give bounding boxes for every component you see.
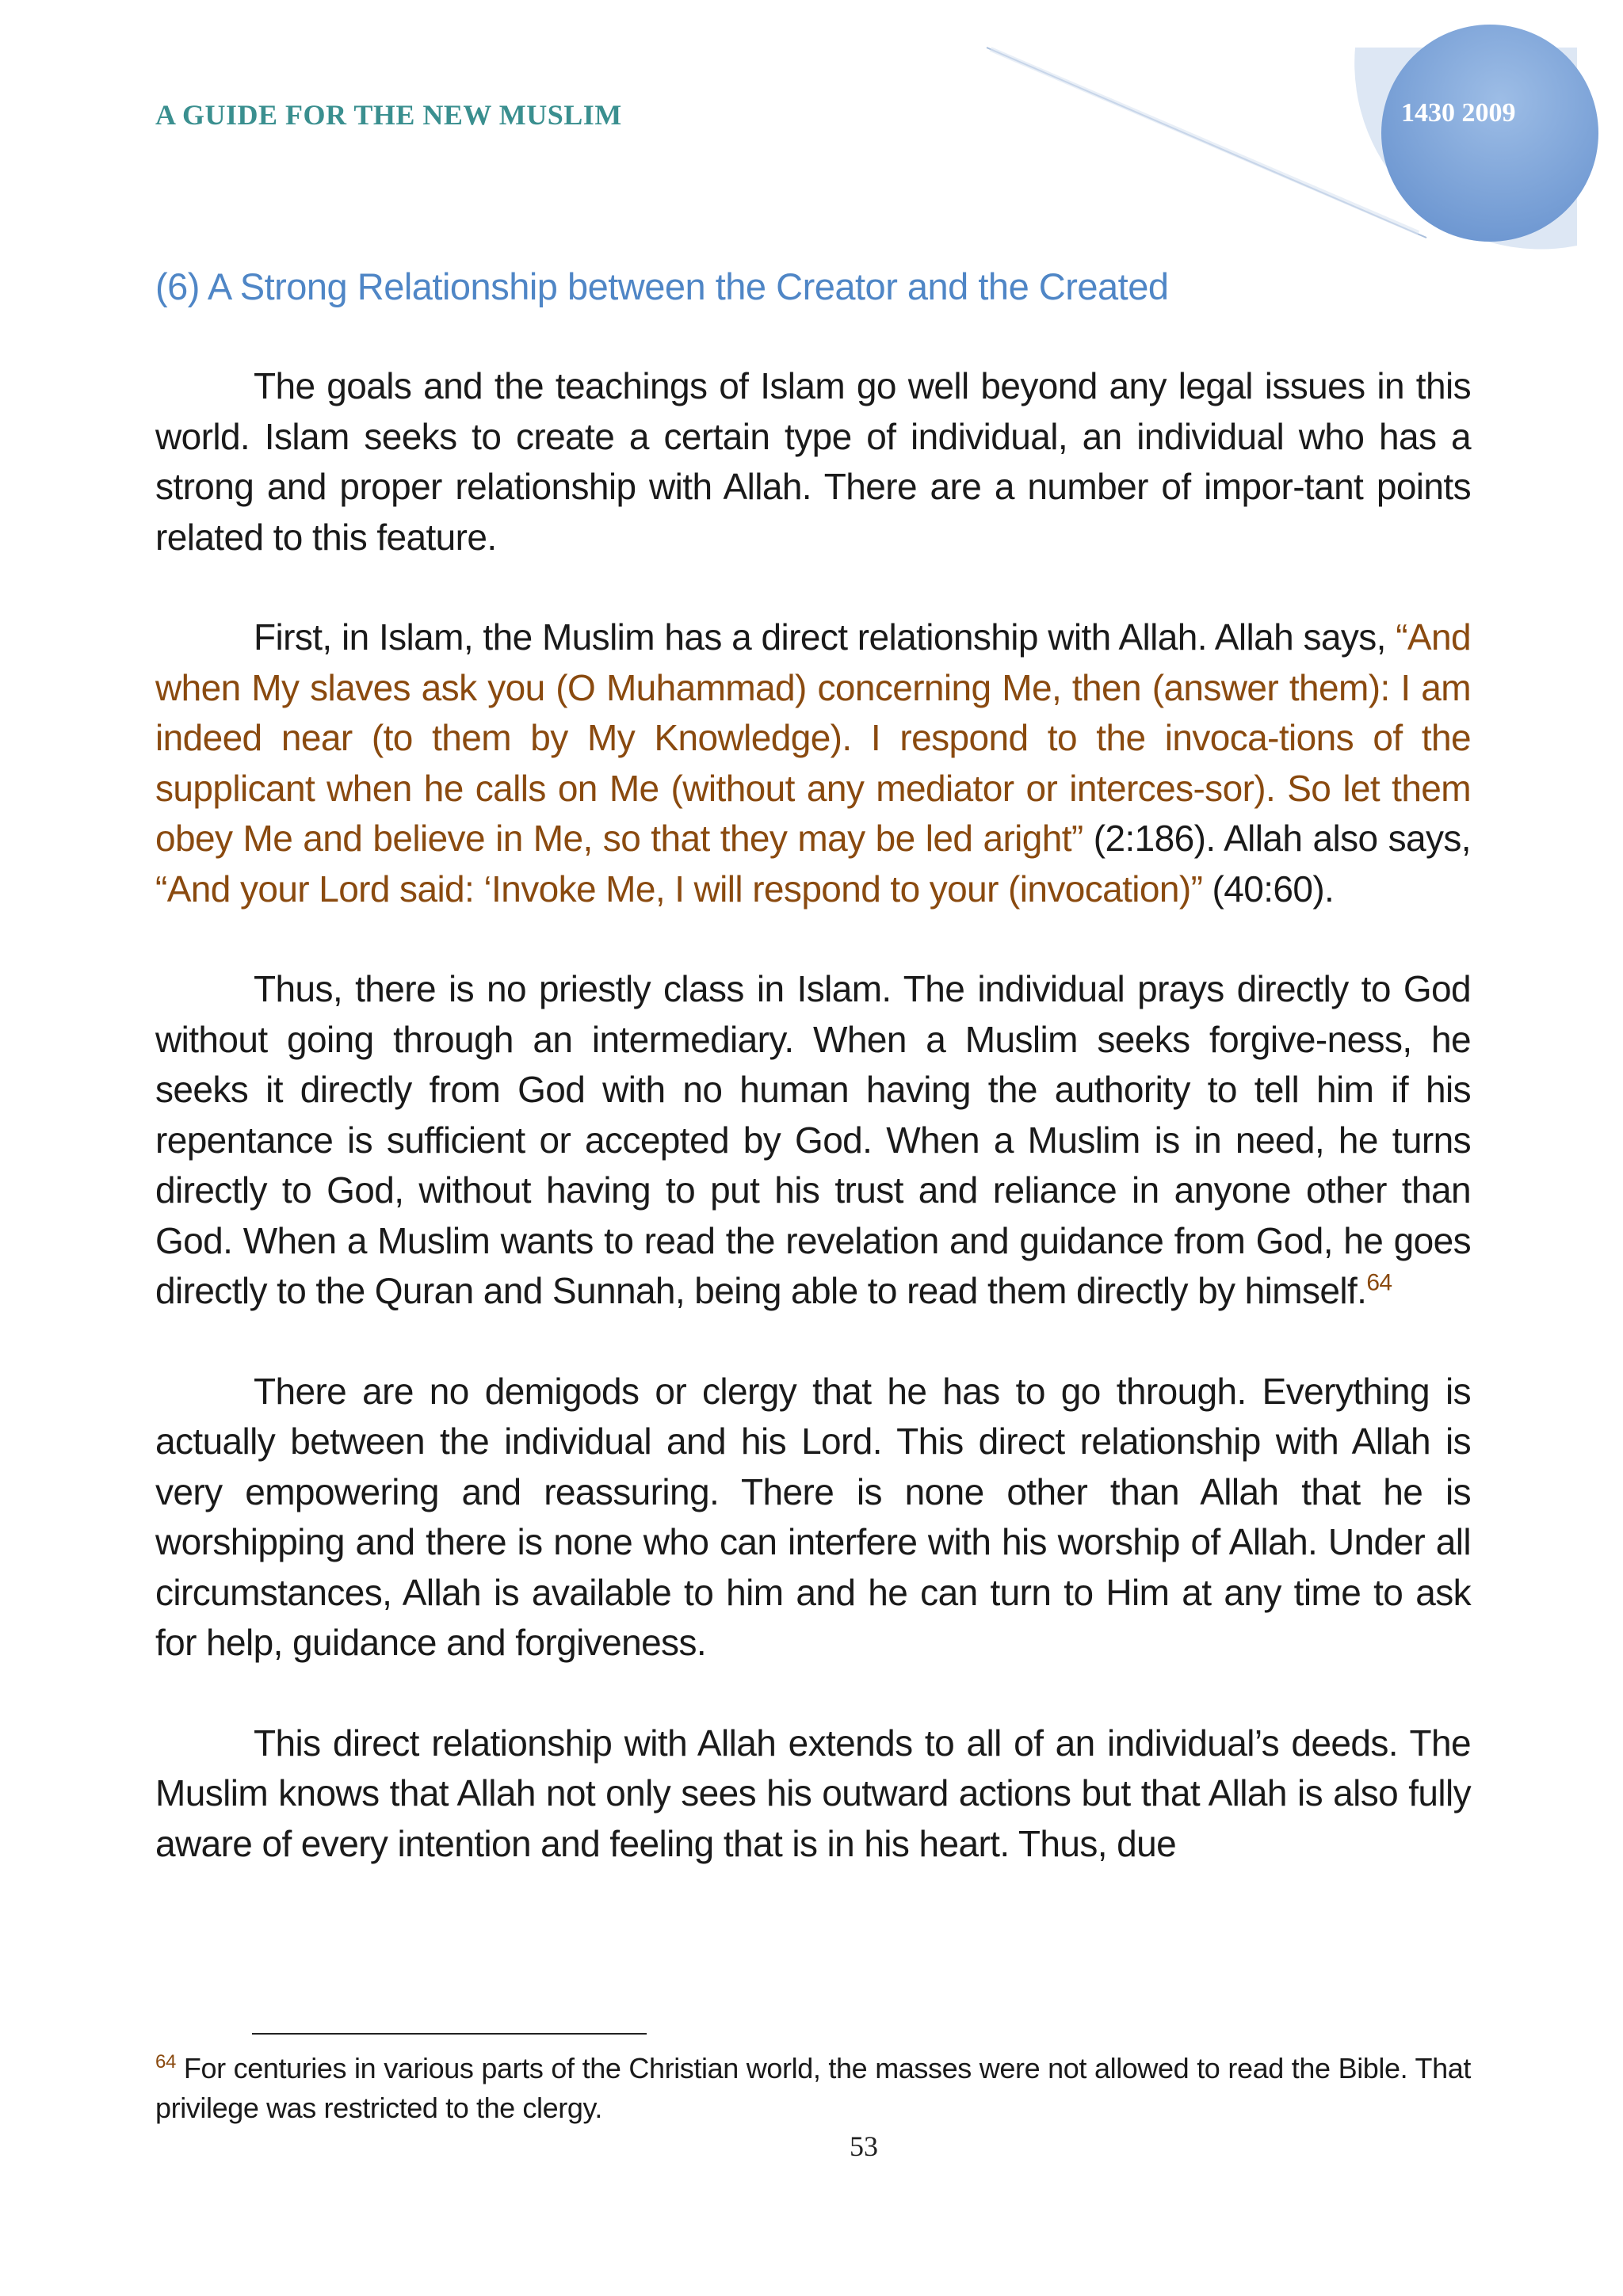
year-badge-text: 1430 2009: [1401, 98, 1516, 128]
footnote: [155, 2049, 1471, 2128]
quran-reference-2: (40:60).: [1202, 868, 1335, 910]
page-number: 53: [850, 2130, 878, 2162]
paragraph-4: There are no demigods or clergy that he has to go through. Everything is actually between the individual and his Lord. This direct relationship with Allah is very empowering and reassuring. There is none other than Allah that he is worshipping and there is none who can interfere with his worship of Allah. Under all circumstances, Allah is available to him and he can turn to Him at any time to ask for help, guidance and forgiveness.: [155, 1370, 1471, 1663]
paragraph-3-text: Thus, there is no priestly class in Islam. The individual prays directly to God without going through an intermediary. When a Muslim seeks forgive-ness, he seeks it directly from God with no human having the authority to tell him if his repentance is sufficient or accepted by God. When a Muslim is in need, he turns directly to God, without having to put his trust and reliance in anyone other than God. When a Muslim wants to read the revelation and guidance from God, he goes directly to the Quran and Sunnah, being able to read them directly by himself.: [155, 968, 1471, 1311]
quran-quote-1: “And when My slaves ask you (O Muhammad) concerning Me, then (answer them): I am indeed near (to them by My Knowledge). I respond to the invoca-tions of the supplicant when he calls on Me (without any mediator or interces-sor). So let them obey Me and believe in Me, so that they may be led aright”: [155, 616, 1471, 859]
footnote-text: For centuries in various parts of the Christian world, the masses were not allowed to read the Bible. That privilege was restricted to the clergy.: [155, 2052, 1471, 2124]
quran-reference-1: (2:186). Allah also says,: [1083, 818, 1471, 859]
paragraph-1: The goals and the teachings of Islam go well beyond any legal issues in this world. Islam seeks to create a certain type of individual, an individual who has a strong and proper relationship with Allah. There are a number of impor-tant points related to this feature.: [155, 365, 1471, 558]
footnote-reference[interactable]: 64: [1366, 1269, 1392, 1296]
body-text: [155, 361, 1471, 1919]
year-badge-circle: [1381, 25, 1598, 242]
footnote-divider: [252, 2033, 647, 2035]
footnote-number: 64: [155, 2051, 176, 2073]
section-heading: (6) A Strong Relationship between the Creator and the Created: [155, 265, 1169, 307]
paragraph-2-intro: First, in Islam, the Muslim has a direct relationship with Allah. Allah says,: [254, 616, 1396, 658]
paragraph-3: [155, 964, 1471, 1317]
paragraph-5: This direct relationship with Allah extends to all of an individual’s deeds. The Muslim knows that Allah not only sees his outward actions but that Allah is also fully aware of every intention and feeling that is in his heart. Thus, due: [155, 1722, 1471, 1864]
header-decoration: [0, 0, 1623, 285]
paragraph-2: [155, 612, 1471, 914]
running-header-title: A GUIDE FOR THE NEW MUSLIM: [155, 99, 622, 131]
quran-quote-2: “And your Lord said: ‘Invoke Me, I will respond to your (invocation)”: [155, 868, 1203, 910]
